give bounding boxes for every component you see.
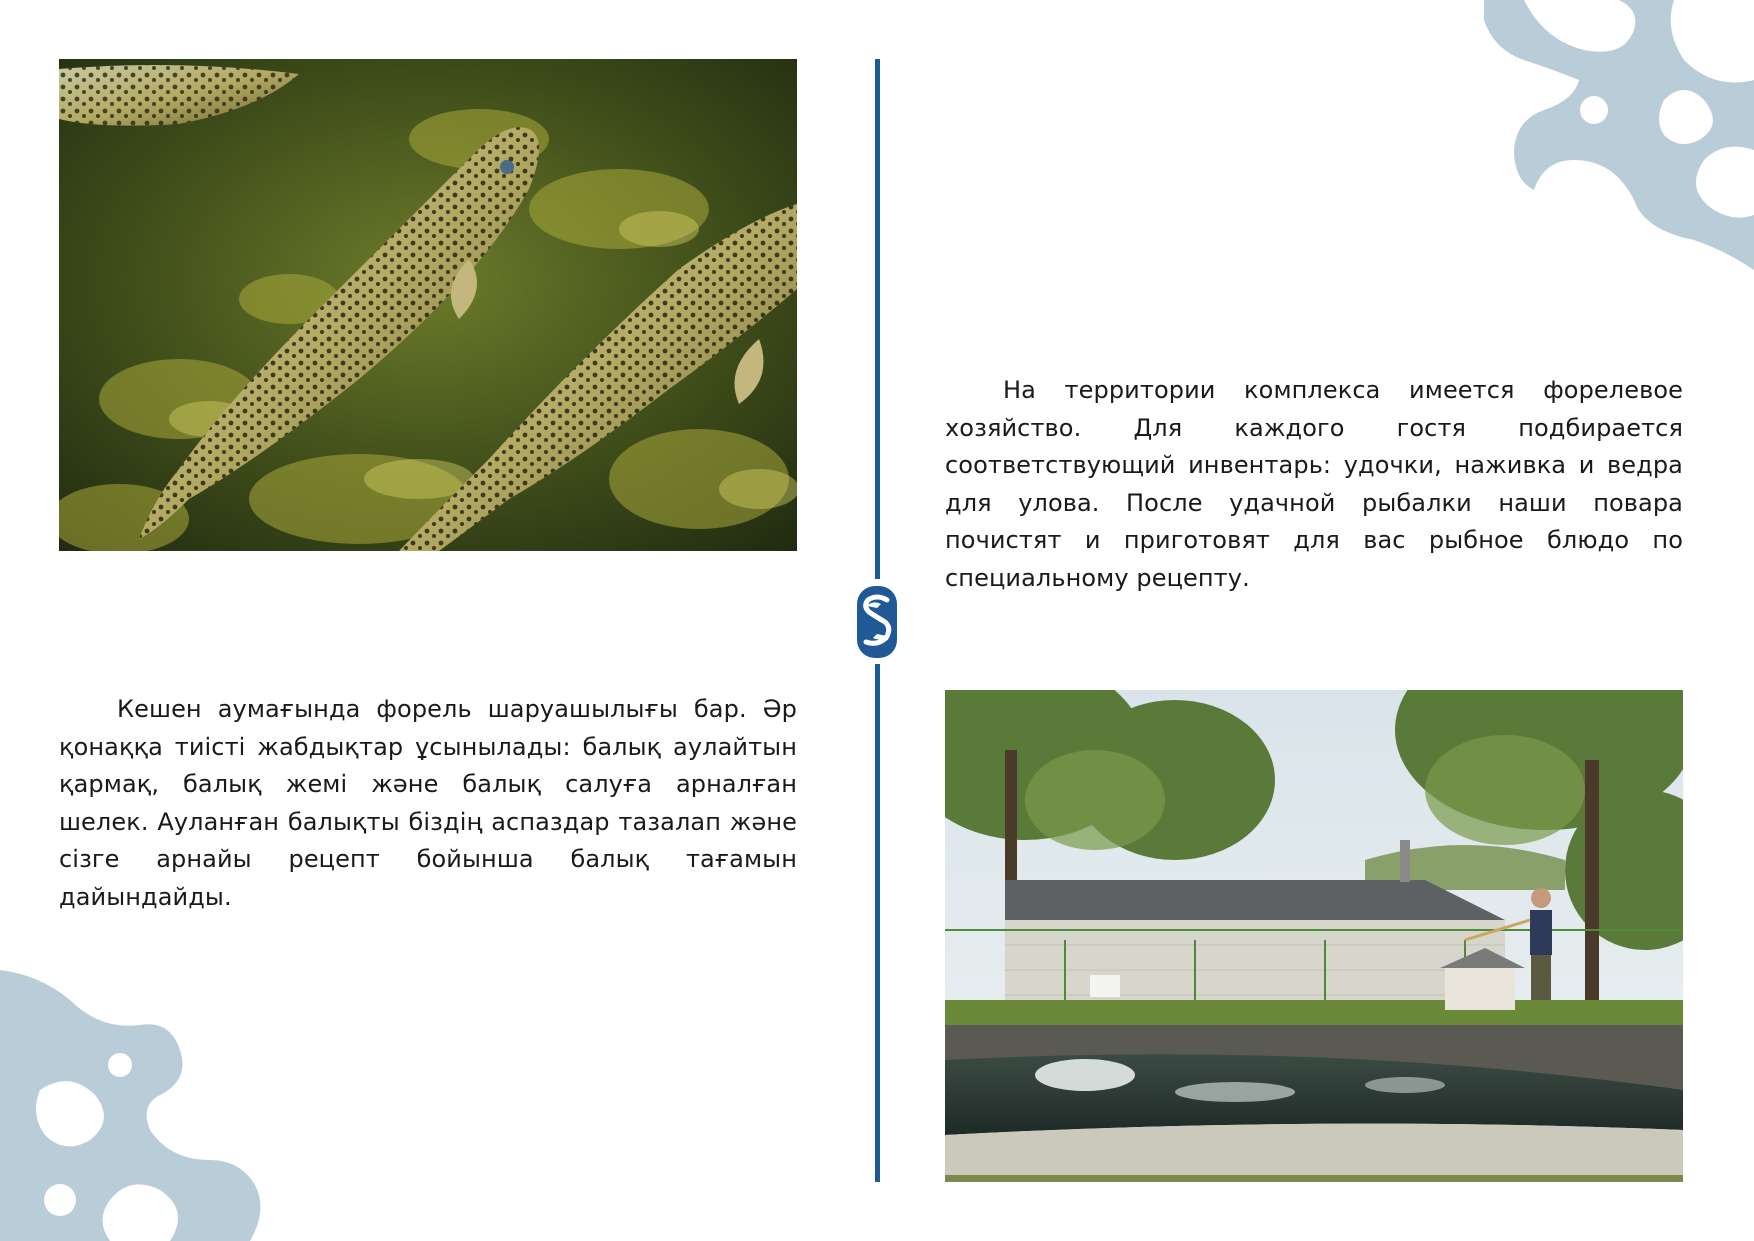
paragraph-kazakh: Кешен аумағында форель шаруашылығы бар. Әр қонаққа тиісті жабдықтар ұсынылады: балық аулайтын қармақ, балық жемі және балық салуға арналған шелек. Ауланған балықты біздің аспаздар тазалап және сізге арнайы рецепт бойынша балық тағамын дайындайды. <box>59 695 797 911</box>
fish-logo-icon <box>857 586 897 658</box>
kazakh-ornament-icon <box>1484 0 1754 270</box>
divider-line-top <box>875 59 880 579</box>
divider-line-bottom <box>875 664 880 1182</box>
trout-pond-farm-photo <box>945 690 1683 1182</box>
kazakh-ornament-icon <box>0 970 271 1241</box>
paragraph-russian: На территории комплекса имеется форелевое хозяйство. Для каждого гостя подбирается соответствующий инвентарь: удочки, наживка и ведра для улова. После удачной рыбалки наши повара почистят и приготовят для вас рыбное блюдо по специальному рецепту. <box>945 376 1683 592</box>
trout-underwater-photo <box>59 59 797 551</box>
